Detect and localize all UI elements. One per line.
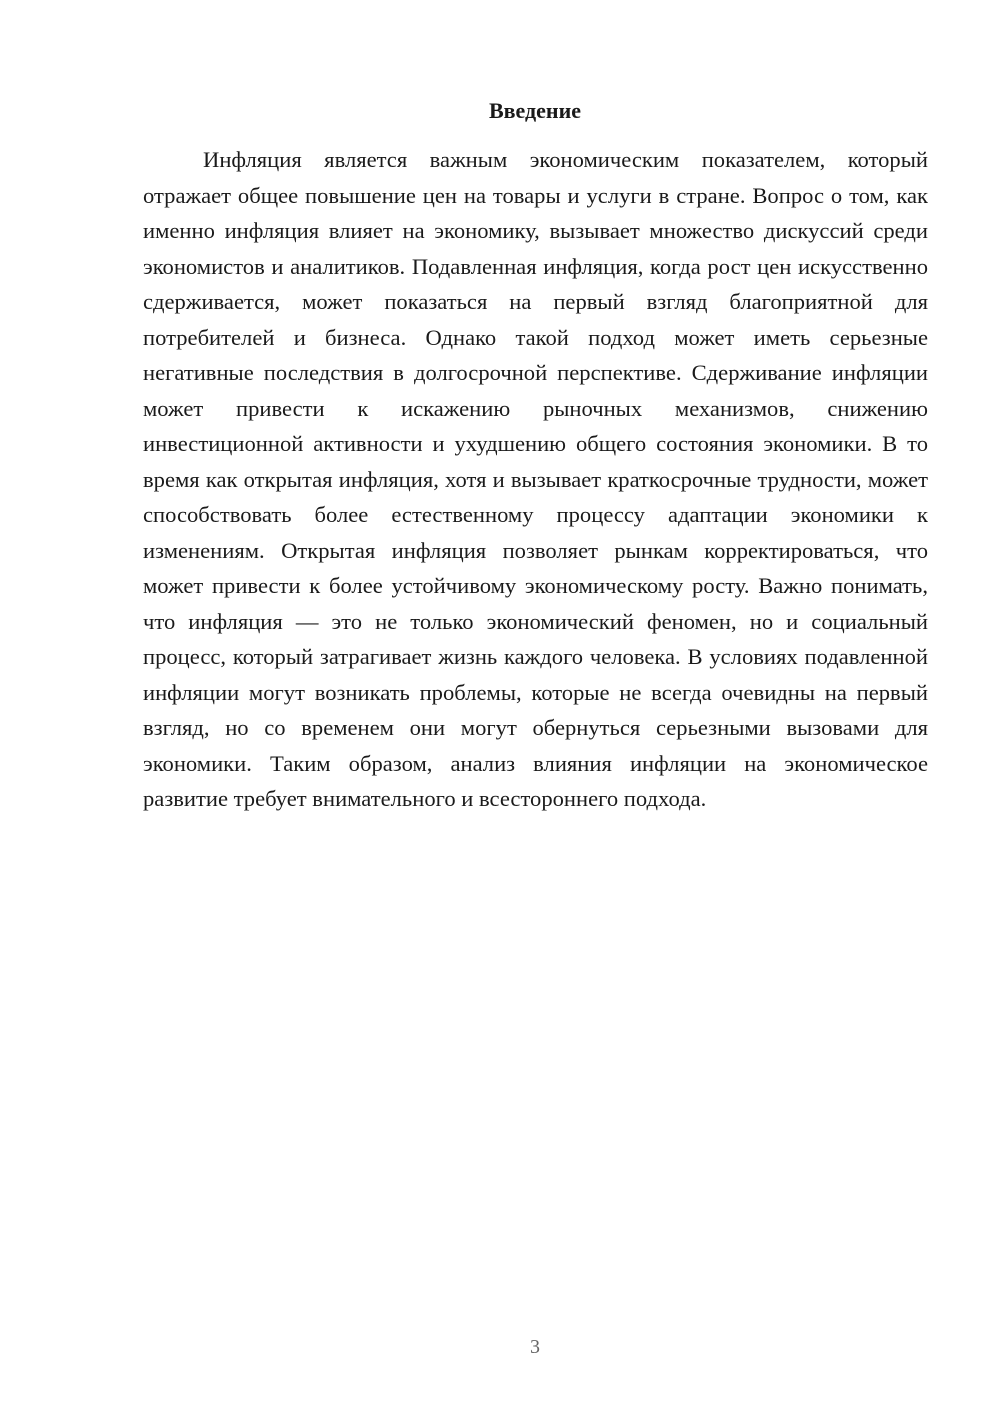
section-heading: Введение bbox=[488, 98, 582, 123]
body-paragraph: Инфляция является важным экономическим показателем, который отражает общее повышение цен на товары и услуги в стране. Вопрос о том, как именно инфляция влияет на экономику, вызывает множество дискуссий среди экономистов и аналитиков. Подавленная инфляция, когда рост цен искусственно сдерживается, может показаться на первый взгляд благоприятной для потребителей и бизнеса. Однако такой подход может иметь серьезные негативные последствия в долгосрочной перспективе. Сдерживание инфляции может привести к искажению рыночных механизмов, снижению инвестиционной активности и ухудшению общего состояния экономики. В то время как открытая инфляция, хотя и вызывает краткосрочные трудности, может способствовать более естественному процессу адаптации экономики к изменениям. Открытая инфляция позволяет рынкам корректироваться, что может привести к более устойчивому экономическому росту. Важно понимать, что инфляция — это не только экономический феномен, но и социальный процесс, который затрагивает жизнь каждого человека. В условиях подавленной инфляции могут возникать проблемы, которые не всегда очевидны на первый взгляд, но со временем они могут обернуться серьезными вызовами для экономики. Таким образом, анализ влияния инфляции на экономическое развитие требует внимательного и всестороннего подхода. bbox=[143, 147, 928, 811]
page-number: 3 bbox=[530, 1336, 540, 1358]
